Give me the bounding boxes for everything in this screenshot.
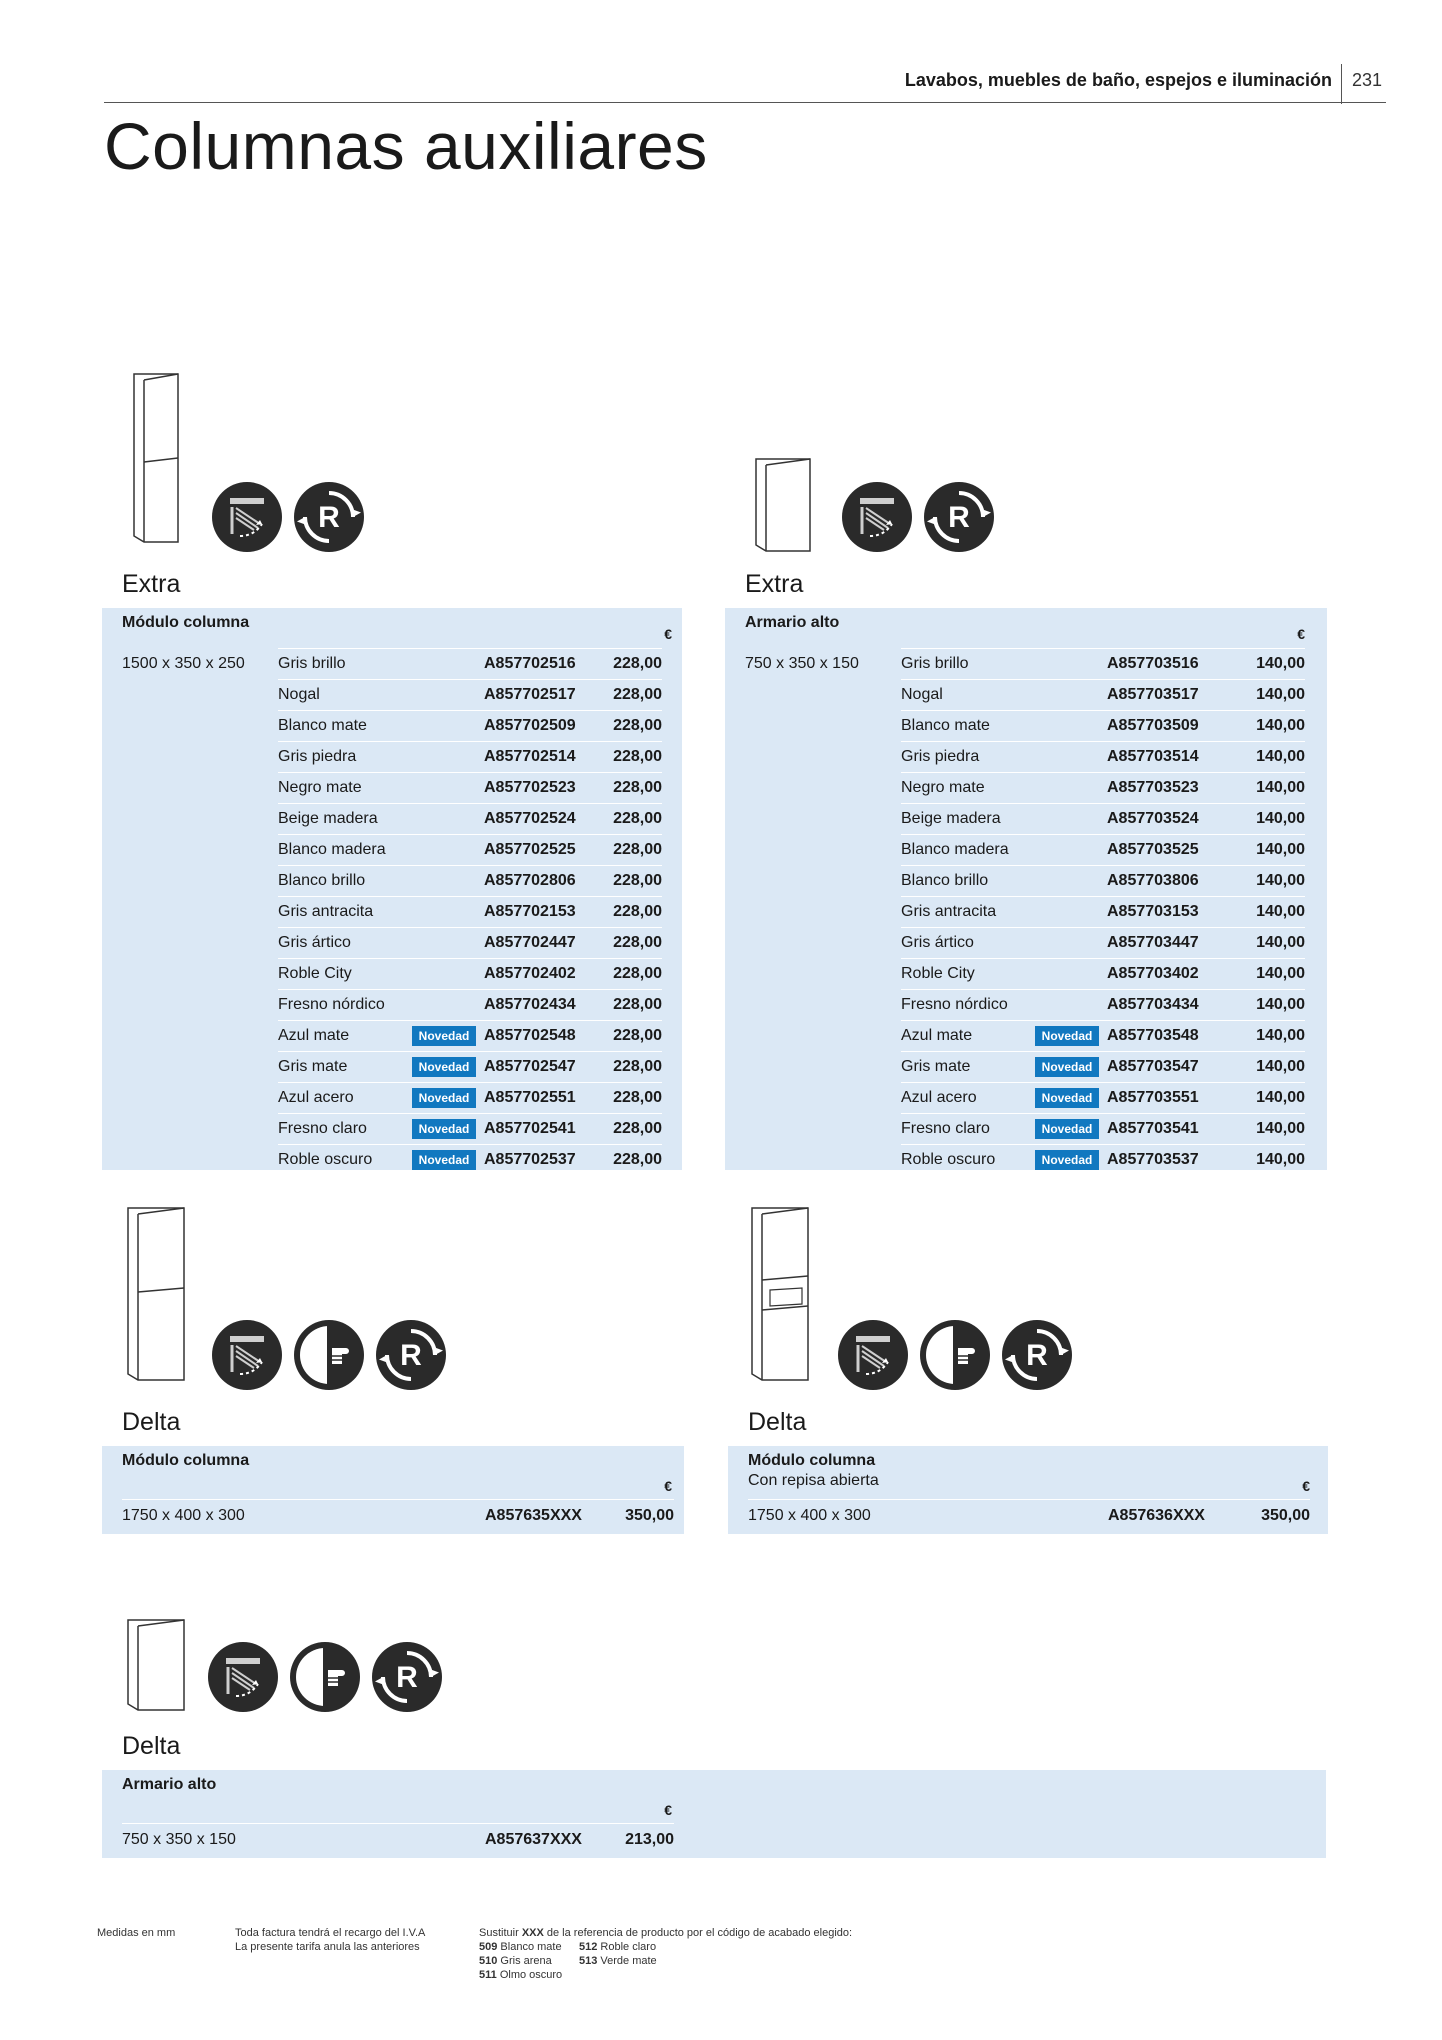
table-row bbox=[278, 1020, 662, 1051]
block-title: Módulo columna bbox=[748, 1452, 876, 1469]
finish-name: Negro mate bbox=[278, 779, 362, 796]
reference-code: A857702548 bbox=[484, 1027, 576, 1044]
replace-code: XXX bbox=[521, 1927, 544, 1939]
price: 140,00 bbox=[1256, 841, 1305, 858]
reference-code: A857703524 bbox=[1107, 810, 1199, 827]
feature-icons bbox=[206, 1640, 444, 1714]
footer-invoice-note bbox=[235, 1926, 425, 1954]
reversible-icon bbox=[370, 1640, 444, 1714]
push-open-icon bbox=[292, 1318, 366, 1392]
finish-name: Azul acero bbox=[901, 1089, 977, 1106]
dimension-label: 750 x 350 x 150 bbox=[122, 1831, 236, 1848]
reference-code: A857703517 bbox=[1107, 686, 1199, 703]
finish-name: Blanco mate bbox=[278, 717, 367, 734]
price: 140,00 bbox=[1256, 934, 1305, 951]
new-badge: Novedad bbox=[412, 1057, 476, 1077]
reference-code: A857703516 bbox=[1107, 655, 1199, 672]
table-row bbox=[278, 927, 662, 958]
table-row bbox=[901, 772, 1305, 803]
finish-code-grid bbox=[479, 1940, 852, 1982]
series-name-delta: Delta bbox=[748, 1408, 807, 1436]
price: 213,00 bbox=[625, 1831, 674, 1848]
reference-code: A857703447 bbox=[1107, 934, 1199, 951]
finish-name: Nogal bbox=[278, 686, 320, 703]
reference-code: A857702402 bbox=[484, 965, 576, 982]
price: 228,00 bbox=[613, 1120, 662, 1137]
reference-code: A857703434 bbox=[1107, 996, 1199, 1013]
price: 140,00 bbox=[1256, 872, 1305, 889]
price: 228,00 bbox=[613, 872, 662, 889]
footer-invoice-line: La presente tarifa anula las anteriores bbox=[235, 1941, 420, 1953]
table-row bbox=[278, 1113, 662, 1144]
series-name-extra: Extra bbox=[745, 570, 804, 598]
soft-close-drawer-icon bbox=[206, 1640, 280, 1714]
reversible-icon bbox=[922, 480, 996, 554]
column-module-open-shelf-drawing bbox=[748, 1204, 814, 1386]
reference-code: A857703402 bbox=[1107, 965, 1199, 982]
reference-code: A857702523 bbox=[484, 779, 576, 796]
reference-code: A857703509 bbox=[1107, 717, 1199, 734]
finish-name: Blanco brillo bbox=[901, 872, 989, 889]
price: 140,00 bbox=[1256, 1089, 1305, 1106]
currency-label: € bbox=[664, 1802, 672, 1818]
reversible-icon bbox=[292, 480, 366, 554]
reference-code: A857702514 bbox=[484, 748, 576, 765]
finish-name: Gris mate bbox=[901, 1058, 971, 1075]
finish-name: Gris ártico bbox=[901, 934, 974, 951]
price: 140,00 bbox=[1256, 748, 1305, 765]
reference-code: A857703514 bbox=[1107, 748, 1199, 765]
table-row bbox=[901, 834, 1305, 865]
reference-code: A857702516 bbox=[484, 655, 576, 672]
price: 228,00 bbox=[613, 903, 662, 920]
price: 228,00 bbox=[613, 1089, 662, 1106]
table-row bbox=[122, 1499, 674, 1531]
finish-name: Roble oscuro bbox=[278, 1151, 373, 1168]
table-row bbox=[901, 865, 1305, 896]
push-open-icon bbox=[918, 1318, 992, 1392]
table-row bbox=[901, 679, 1305, 710]
reference-code: A857702447 bbox=[484, 934, 576, 951]
table-row bbox=[901, 896, 1305, 927]
table-row bbox=[901, 1020, 1305, 1051]
replace-prefix: Sustituir bbox=[479, 1927, 519, 1939]
price: 228,00 bbox=[613, 1151, 662, 1168]
finish-name: Fresno nórdico bbox=[901, 996, 1008, 1013]
header-section-title: Lavabos, muebles de baño, espejos e iluminación bbox=[904, 70, 1332, 90]
table-row bbox=[278, 1051, 662, 1082]
column-module-drawing bbox=[124, 1204, 190, 1386]
table-row bbox=[278, 772, 662, 803]
finish-name: Fresno claro bbox=[278, 1120, 367, 1137]
currency-label: € bbox=[664, 1478, 672, 1494]
table-row bbox=[278, 741, 662, 772]
finish-name: Blanco mate bbox=[901, 717, 990, 734]
reference-code: A857703541 bbox=[1107, 1120, 1199, 1137]
new-badge: Novedad bbox=[1035, 1057, 1099, 1077]
price: 140,00 bbox=[1256, 1058, 1305, 1075]
price: 140,00 bbox=[1256, 965, 1305, 982]
price: 228,00 bbox=[613, 779, 662, 796]
price: 140,00 bbox=[1256, 996, 1305, 1013]
table-row bbox=[901, 989, 1305, 1020]
new-badge: Novedad bbox=[1035, 1026, 1099, 1046]
new-badge: Novedad bbox=[1035, 1088, 1099, 1108]
table-row bbox=[901, 1144, 1305, 1175]
price: 228,00 bbox=[613, 965, 662, 982]
page-number: 231 bbox=[1352, 70, 1383, 90]
price: 228,00 bbox=[613, 810, 662, 827]
price: 228,00 bbox=[613, 1058, 662, 1075]
finish-name: Blanco brillo bbox=[278, 872, 366, 889]
finish-name: Roble City bbox=[278, 965, 352, 982]
reference-code: A857703551 bbox=[1107, 1089, 1199, 1106]
page-title: Columnas auxiliares bbox=[104, 109, 708, 183]
footer-finish-codes bbox=[479, 1926, 852, 1982]
price-table-delta-columna bbox=[102, 1446, 684, 1534]
new-badge: Novedad bbox=[412, 1150, 476, 1170]
new-badge: Novedad bbox=[1035, 1150, 1099, 1170]
series-name-delta: Delta bbox=[122, 1408, 181, 1436]
table-row bbox=[278, 648, 662, 679]
price: 228,00 bbox=[613, 748, 662, 765]
price: 140,00 bbox=[1256, 1151, 1305, 1168]
reference-code: A857702509 bbox=[484, 717, 576, 734]
table-row bbox=[278, 1082, 662, 1113]
finish-name: Blanco madera bbox=[901, 841, 1009, 858]
price: 140,00 bbox=[1256, 1120, 1305, 1137]
price-table-delta-armario bbox=[102, 1770, 1326, 1858]
dimension-label: 1750 x 400 x 300 bbox=[122, 1507, 245, 1524]
table-row bbox=[901, 741, 1305, 772]
price: 228,00 bbox=[613, 934, 662, 951]
reference-code: A857702524 bbox=[484, 810, 576, 827]
price: 140,00 bbox=[1256, 686, 1305, 703]
table-row bbox=[278, 834, 662, 865]
footer-invoice-line: Toda factura tendrá el recargo del I.V.A bbox=[235, 1927, 426, 1939]
new-badge: Novedad bbox=[412, 1119, 476, 1139]
reference-code: A857702537 bbox=[484, 1151, 576, 1168]
price: 228,00 bbox=[613, 841, 662, 858]
reference-code: A857702517 bbox=[484, 686, 576, 703]
reference-code: A857703153 bbox=[1107, 903, 1199, 920]
block-title: Armario alto bbox=[122, 1776, 217, 1793]
table-row bbox=[901, 927, 1305, 958]
table-row bbox=[901, 1113, 1305, 1144]
reference-code: A857703525 bbox=[1107, 841, 1199, 858]
reference-code: A857637XXX bbox=[485, 1831, 582, 1848]
soft-close-drawer-icon bbox=[210, 480, 284, 554]
replace-suffix: de la referencia de producto por el código de acabado elegido: bbox=[546, 1927, 853, 1939]
table-row bbox=[901, 710, 1305, 741]
reference-code: A857635XXX bbox=[485, 1507, 582, 1524]
price: 228,00 bbox=[613, 996, 662, 1013]
tall-cabinet-drawing bbox=[124, 1616, 190, 1714]
table-row bbox=[278, 679, 662, 710]
reference-code: A857702806 bbox=[484, 872, 576, 889]
finish-name: Beige madera bbox=[901, 810, 1001, 827]
price: 228,00 bbox=[613, 1027, 662, 1044]
price-table-delta-columna-repisa bbox=[728, 1446, 1328, 1534]
price: 140,00 bbox=[1256, 903, 1305, 920]
soft-close-drawer-icon bbox=[840, 480, 914, 554]
finish-name: Negro mate bbox=[901, 779, 985, 796]
column-module-drawing bbox=[130, 370, 186, 548]
reference-code: A857702434 bbox=[484, 996, 576, 1013]
block-title: Módulo columna bbox=[122, 614, 250, 631]
new-badge: Novedad bbox=[412, 1088, 476, 1108]
finish-name: Gris antracita bbox=[278, 903, 374, 920]
series-name-delta: Delta bbox=[122, 1732, 181, 1760]
feature-icons bbox=[836, 1318, 1074, 1392]
finish-name: Roble City bbox=[901, 965, 975, 982]
tall-cabinet-drawing bbox=[752, 455, 816, 555]
block-title: Módulo columna bbox=[122, 1452, 250, 1469]
finish-name: Fresno claro bbox=[901, 1120, 990, 1137]
table-row bbox=[901, 1051, 1305, 1082]
finish-name: Beige madera bbox=[278, 810, 378, 827]
dimension-label: 750 x 350 x 150 bbox=[745, 655, 859, 672]
table-row bbox=[122, 1823, 674, 1855]
finish-name: Gris piedra bbox=[901, 748, 980, 765]
price: 140,00 bbox=[1256, 717, 1305, 734]
push-open-icon bbox=[288, 1640, 362, 1714]
price: 140,00 bbox=[1256, 779, 1305, 796]
finish-code-item: 509 Blanco mate bbox=[479, 1941, 562, 1953]
table-row bbox=[901, 1082, 1305, 1113]
block-subtitle: Con repisa abierta bbox=[748, 1472, 879, 1489]
reference-code: A857702541 bbox=[484, 1120, 576, 1137]
finish-name: Gris mate bbox=[278, 1058, 348, 1075]
reference-code: A857702547 bbox=[484, 1058, 576, 1075]
finish-name: Fresno nórdico bbox=[278, 996, 385, 1013]
feature-icons bbox=[210, 480, 366, 554]
dimension-label: 1750 x 400 x 300 bbox=[748, 1507, 871, 1524]
price: 140,00 bbox=[1256, 1027, 1305, 1044]
finish-name: Gris antracita bbox=[901, 903, 997, 920]
price-table-extra-armario bbox=[725, 608, 1327, 1170]
table-row bbox=[901, 958, 1305, 989]
footer-measures: Medidas en mm bbox=[97, 1927, 176, 1939]
finish-name: Gris ártico bbox=[278, 934, 351, 951]
table-row bbox=[278, 896, 662, 927]
price: 228,00 bbox=[613, 686, 662, 703]
finish-name: Azul mate bbox=[278, 1027, 350, 1044]
currency-label: € bbox=[1302, 1478, 1310, 1494]
reference-code: A857703537 bbox=[1107, 1151, 1199, 1168]
series-name-extra: Extra bbox=[122, 570, 181, 598]
finish-code-item: 513 Verde mate bbox=[579, 1955, 657, 1967]
finish-code-item: 511 Olmo oscuro bbox=[479, 1969, 563, 1981]
finish-name: Roble oscuro bbox=[901, 1151, 996, 1168]
reference-code: A857703547 bbox=[1107, 1058, 1199, 1075]
reference-code: A857702551 bbox=[484, 1089, 576, 1106]
finish-code-item: 512 Roble claro bbox=[579, 1941, 657, 1953]
price: 140,00 bbox=[1256, 810, 1305, 827]
header-separator bbox=[1341, 64, 1342, 104]
reference-code: A857636XXX bbox=[1108, 1507, 1205, 1524]
table-row bbox=[901, 648, 1305, 679]
footer-replace-note bbox=[479, 1926, 852, 1940]
finish-name: Azul mate bbox=[901, 1027, 973, 1044]
finish-name: Gris piedra bbox=[278, 748, 357, 765]
reversible-icon bbox=[1000, 1318, 1074, 1392]
price: 140,00 bbox=[1256, 655, 1305, 672]
price: 228,00 bbox=[613, 655, 662, 672]
table-row bbox=[278, 958, 662, 989]
price: 350,00 bbox=[625, 1507, 674, 1524]
new-badge: Novedad bbox=[1035, 1119, 1099, 1139]
price: 228,00 bbox=[613, 717, 662, 734]
price: 350,00 bbox=[1261, 1507, 1310, 1524]
reference-code: A857703548 bbox=[1107, 1027, 1199, 1044]
finish-name: Gris brillo bbox=[278, 655, 346, 672]
table-row bbox=[278, 989, 662, 1020]
reference-code: A857703806 bbox=[1107, 872, 1199, 889]
feature-icons bbox=[840, 480, 996, 554]
feature-icons bbox=[210, 1318, 448, 1392]
new-badge: Novedad bbox=[412, 1026, 476, 1046]
table-row bbox=[278, 1144, 662, 1175]
table-row bbox=[748, 1499, 1310, 1531]
currency-label: € bbox=[1297, 626, 1305, 642]
price-table-extra-columna bbox=[102, 608, 682, 1170]
finish-name: Gris brillo bbox=[901, 655, 969, 672]
reference-code: A857702525 bbox=[484, 841, 576, 858]
table-row bbox=[278, 803, 662, 834]
finish-code-item: 510 Gris arena bbox=[479, 1955, 552, 1967]
reference-code: A857703523 bbox=[1107, 779, 1199, 796]
reversible-icon bbox=[374, 1318, 448, 1392]
table-row bbox=[278, 865, 662, 896]
finish-name: Azul acero bbox=[278, 1089, 354, 1106]
block-title: Armario alto bbox=[745, 614, 840, 631]
dimension-label: 1500 x 350 x 250 bbox=[122, 655, 245, 672]
table-row bbox=[278, 710, 662, 741]
currency-label: € bbox=[664, 626, 672, 642]
reference-code: A857702153 bbox=[484, 903, 576, 920]
header-rule bbox=[104, 102, 1386, 103]
soft-close-drawer-icon bbox=[836, 1318, 910, 1392]
finish-name: Blanco madera bbox=[278, 841, 386, 858]
soft-close-drawer-icon bbox=[210, 1318, 284, 1392]
table-row bbox=[901, 803, 1305, 834]
finish-name: Nogal bbox=[901, 686, 943, 703]
